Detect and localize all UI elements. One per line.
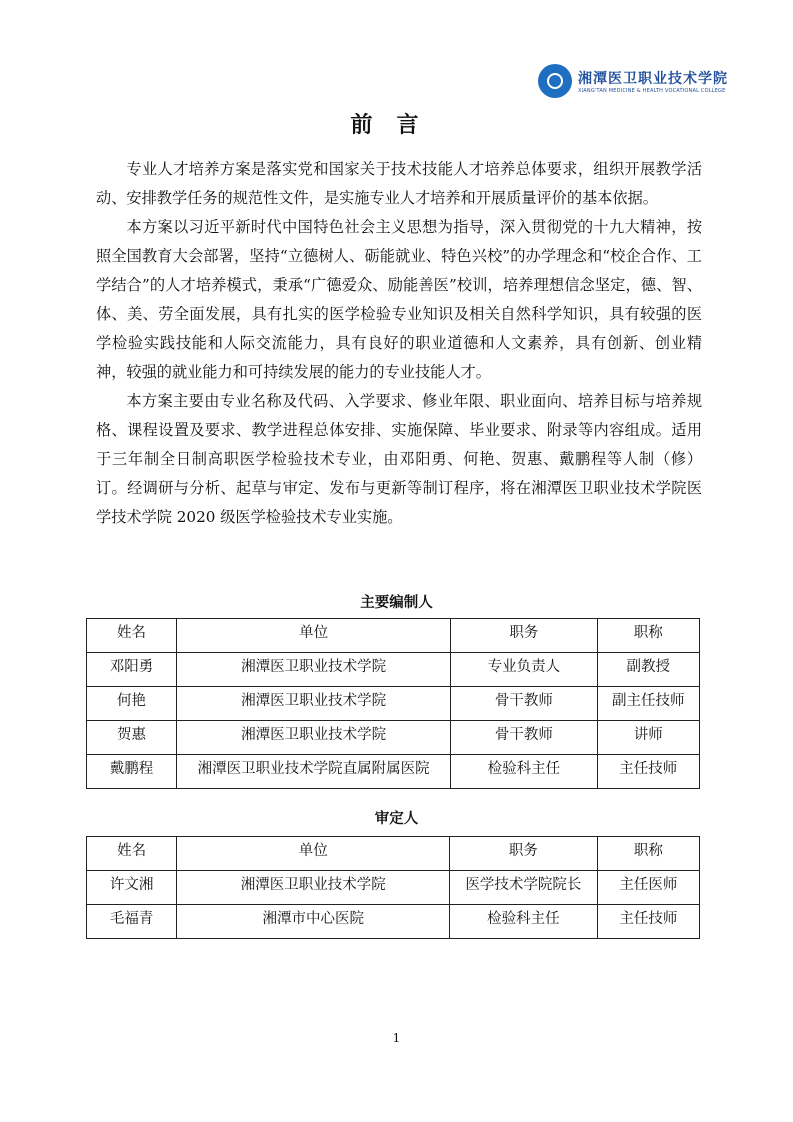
cell-title: 副主任技师 <box>597 687 699 721</box>
cell-title: 主任技师 <box>597 905 699 939</box>
cell-position: 医学技术学院院长 <box>450 871 598 905</box>
reviewers-table <box>86 836 700 939</box>
cell-unit: 湘潭医卫职业技术学院 <box>177 687 451 721</box>
header-cell: 姓名 <box>87 619 177 653</box>
cell-position: 专业负责人 <box>451 653 597 687</box>
cell-unit: 湘潭市中心医院 <box>177 905 450 939</box>
table-row <box>87 871 700 905</box>
reviewers-title: 审定人 <box>374 811 419 827</box>
page-number: 1 <box>392 1031 401 1045</box>
cell-title: 讲师 <box>597 721 699 755</box>
paragraph: 本方案主要由专业名称及代码、入学要求、修业年限、职业面向、培养目标与培养规格、课程设置及要求、教学进程总体安排、实施保障、毕业要求、附录等内容组成。适用于三年制全日制高职医学检验技术专业，由邓阳勇、何艳、贺惠、戴鹏程等人制（修）订。经调研与分析、起草与审定、发布与更新等制订程序，将在湘潭医卫职业技术学院医学技术学院 2020 级医学检验技术专业实施。 <box>96 392 702 526</box>
header-cell: 单位 <box>177 619 451 653</box>
cell-title: 主任医师 <box>597 871 699 905</box>
editors-title: 主要编制人 <box>360 595 433 611</box>
cell-unit: 湘潭医卫职业技术学院直属附属医院 <box>177 755 451 789</box>
header-cell: 姓名 <box>87 837 177 871</box>
college-emblem-icon <box>538 64 572 98</box>
cell-name: 毛福青 <box>87 905 177 939</box>
cell-position: 检验科主任 <box>450 905 598 939</box>
cell-title: 副教授 <box>597 653 699 687</box>
table-row <box>87 755 700 789</box>
cell-name: 贺惠 <box>87 721 177 755</box>
editors-table <box>86 618 700 789</box>
cell-unit: 湘潭医卫职业技术学院 <box>177 871 450 905</box>
table-header-row <box>87 837 700 871</box>
cell-title: 主任技师 <box>597 755 699 789</box>
cell-position: 骨干教师 <box>451 687 597 721</box>
logo-english-name: XIANG'TAN MEDICINE & HEALTH VOCATIONAL COLLEGE <box>578 88 726 94</box>
cell-position: 检验科主任 <box>451 755 597 789</box>
cell-name: 许文湘 <box>87 871 177 905</box>
table-row <box>87 687 700 721</box>
logo-chinese-name: 湘潭医卫职业技术学院 <box>578 71 728 87</box>
cell-unit: 湘潭医卫职业技术学院 <box>177 721 451 755</box>
header-cell: 职务 <box>450 837 598 871</box>
cell-name: 何艳 <box>87 687 177 721</box>
header-cell: 职称 <box>597 619 699 653</box>
page-title: 前言 <box>350 113 443 138</box>
table-row <box>87 905 700 939</box>
paragraph: 专业人才培养方案是落实党和国家关于技术技能人才培养总体要求，组织开展教学活动、安排教学任务的规范性文件，是实施专业人才培养和开展质量评价的基本依据。 <box>96 160 702 207</box>
table-header-row <box>87 619 700 653</box>
cell-unit: 湘潭医卫职业技术学院 <box>177 653 451 687</box>
header-cell: 职务 <box>451 619 597 653</box>
cell-name: 邓阳勇 <box>87 653 177 687</box>
header-cell: 单位 <box>177 837 450 871</box>
table-row <box>87 653 700 687</box>
preface-body <box>96 155 702 532</box>
cell-position: 骨干教师 <box>451 721 597 755</box>
table-row <box>87 721 700 755</box>
paragraph: 本方案以习近平新时代中国特色社会主义思想为指导，深入贯彻党的十九大精神，按照全国教育大会部署，坚持“立德树人、砺能就业、特色兴校”的办学理念和“校企合作、工学结合”的人才培养模式，秉承“广德爱众、励能善医”校训，培养理想信念坚定，德、智、体、美、劳全面发展，具有扎实的医学检验专业知识及相关自然科学知识，具有较强的医学检验实践技能和人际交流能力，具有良好的职业道德和人文素养，具有创新、创业精神，较强的就业能力和可持续发展的能力的专业技能人才。 <box>96 218 702 381</box>
cell-name: 戴鹏程 <box>87 755 177 789</box>
college-logo <box>538 64 728 98</box>
header-cell: 职称 <box>597 837 699 871</box>
